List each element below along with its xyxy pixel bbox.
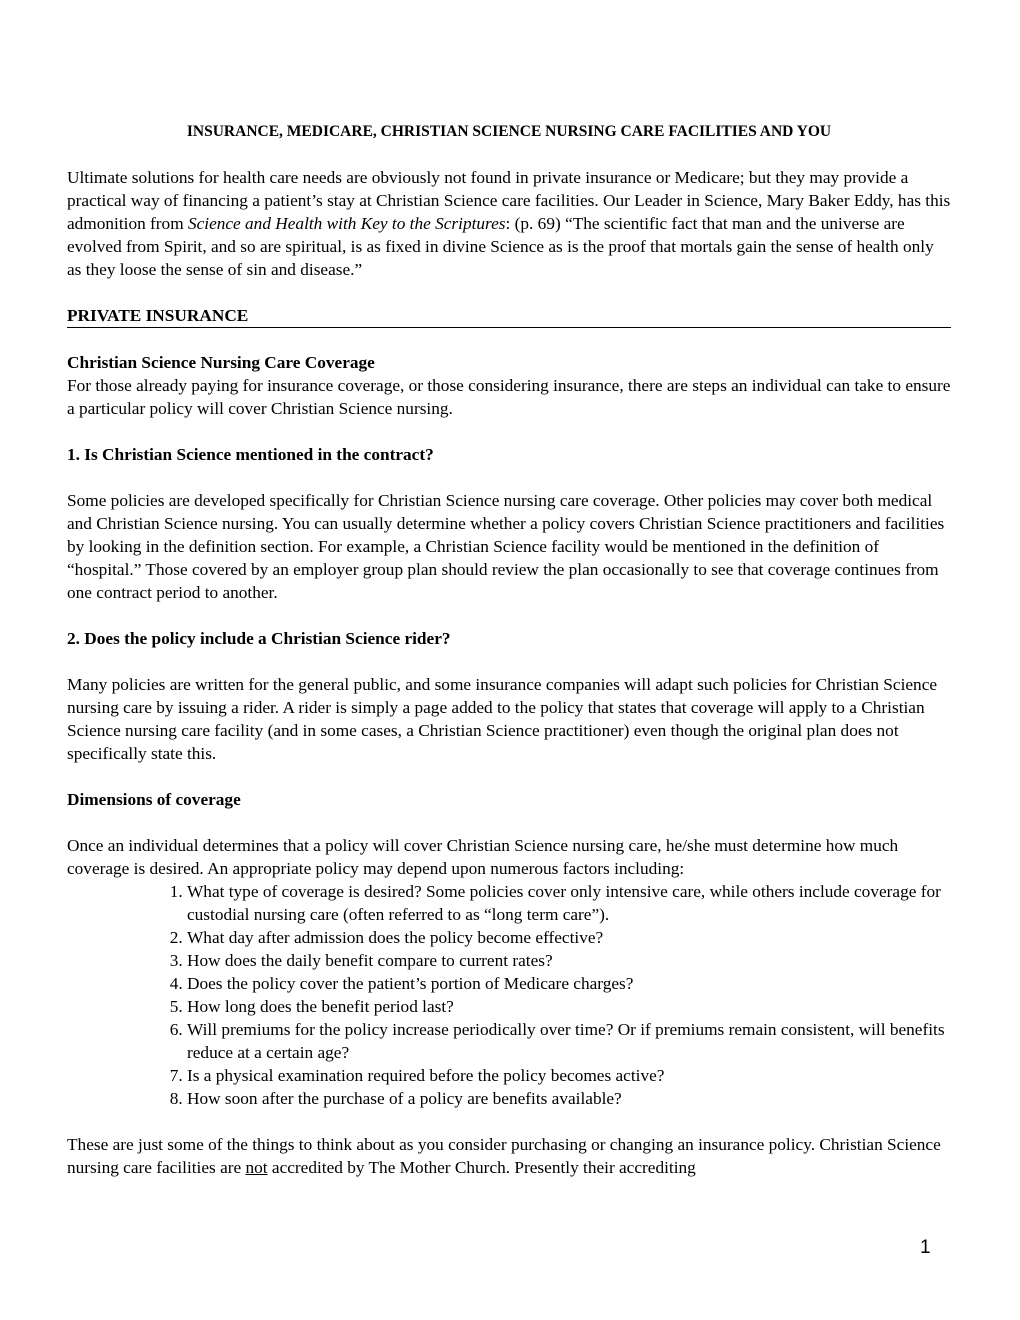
document-title: INSURANCE, MEDICARE, CHRISTIAN SCIENCE NURSING CARE FACILITIES AND YOU xyxy=(186,123,832,140)
dimensions-heading: Dimensions of coverage xyxy=(67,790,241,809)
page-number: 1 xyxy=(920,1237,931,1258)
dimensions-list xyxy=(67,880,951,1110)
list-item: 3. How does the daily benefit compare to current rates? xyxy=(187,949,951,972)
list-item: 2. What day after admission does the policy become effective? xyxy=(187,926,951,949)
intro-quote: : (p. 69) “The scientific fact that man and the universe are evolved from Spirit, and so are spiritual, is as fixed in divine Science as is the proof that mortals gain the sense of health only as they loose the sense of sin and disease.” xyxy=(67,214,934,279)
list-item: 5. How long does the benefit period last? xyxy=(187,995,951,1018)
intro-paragraph xyxy=(67,166,951,281)
closing-paragraph xyxy=(67,1133,951,1179)
question-1-heading: 1. Is Christian Science mentioned in the contract? xyxy=(67,445,434,464)
intro-text: Ultimate solutions for health care needs are obviously not found in private insurance or Medicare; but they may provide a practical way of financing a patient’s stay at Christian Science care facilities. Our Leader in Science, Mary Baker Eddy, has this admonition from xyxy=(67,168,951,233)
coverage-paragraph: For those already paying for insurance coverage, or those considering insurance, there are steps an individual can take to ensure a particular policy will cover Christian Science nursing. xyxy=(67,376,951,418)
coverage-heading: Christian Science Nursing Care Coverage xyxy=(67,353,375,372)
book-title: Science and Health with Key to the Scriptures xyxy=(187,214,506,233)
dimensions-paragraph: Once an individual determines that a policy will cover Christian Science nursing care, he/she must determine how much coverage is desired. An appropriate policy may depend upon numerous factors including: xyxy=(67,836,899,878)
list-item: 8. How soon after the purchase of a policy are benefits available? xyxy=(187,1087,951,1110)
underlined-word: not xyxy=(245,1158,268,1177)
closing-text: These are just some of the things to think about as you consider purchasing or changing an insurance policy. Christian Science nursing care facilities are xyxy=(67,1135,941,1177)
question-2-paragraph: Many policies are written for the general public, and some insurance companies will adapt such policies for Christian Science nursing care by issuing a rider. A rider is simply a page added to the policy that states that coverage will apply to a Christian Science nursing care facility (and in some cases, a Christian Science practitioner) even though the original plan does not specifically state this. xyxy=(67,675,938,763)
section-heading-private-insurance: PRIVATE INSURANCE xyxy=(67,304,951,328)
document-page xyxy=(67,120,951,1179)
question-1-paragraph: Some policies are developed specifically for Christian Science nursing care coverage. Other policies may cover both medical and Christian Science nursing. You can usually determine whether a policy covers Christian Science practitioners and facilities by looking in the definition section. For example, a Christian Science facility would be mentioned in the definition of “hospital.” Those covered by an employer group plan should review the plan occasionally to see that coverage continues from one contract period to another. xyxy=(67,491,945,602)
list-item: 6. Will premiums for the policy increase periodically over time? Or if premiums remain consistent, will benefits reduce at a certain age? xyxy=(187,1018,951,1064)
list-item: 1. What type of coverage is desired? Some policies cover only intensive care, while others include coverage for custodial nursing care (often referred to as “long term care”). xyxy=(187,880,951,926)
list-item: 7. Is a physical examination required before the policy becomes active? xyxy=(187,1064,951,1087)
question-2-heading: 2. Does the policy include a Christian Science rider? xyxy=(67,629,451,648)
list-item: 4. Does the policy cover the patient’s portion of Medicare charges? xyxy=(187,972,951,995)
closing-text-end: accredited by The Mother Church. Presently their accrediting xyxy=(267,1158,696,1177)
